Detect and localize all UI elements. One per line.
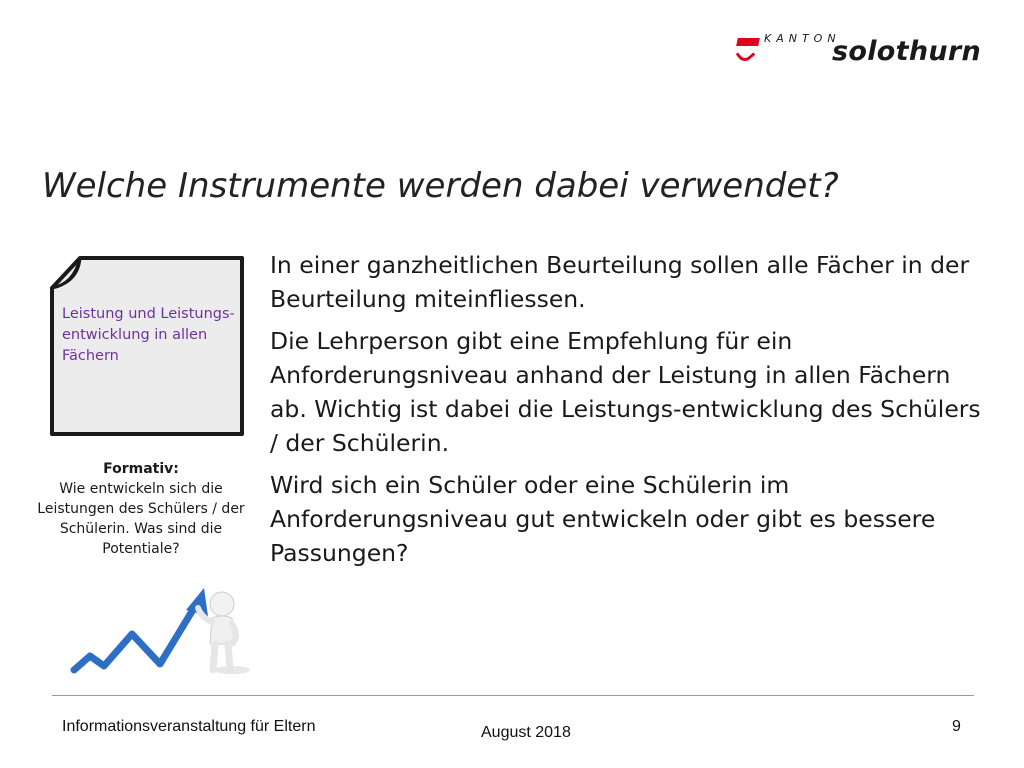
logo-solothurn-text: solothurn	[832, 36, 982, 67]
caption-text: Wie entwickeln sich die Leistungen des Schülers / der Schülerin. Was sind die Potentiale?	[37, 481, 245, 557]
note-card	[48, 254, 248, 438]
footer-date: August 2018	[481, 724, 571, 741]
footer-event-name: Informationsveranstaltung für Eltern	[62, 718, 316, 735]
figure-with-rising-arrow-icon	[62, 578, 252, 678]
caption-heading: Formativ:	[103, 461, 179, 477]
logo-kanton-text: KANTON	[764, 32, 841, 45]
footer-divider	[52, 695, 974, 696]
kanton-solothurn-logo	[734, 28, 984, 68]
slide-title: Welche Instrumente werden dabei verwendet?	[42, 166, 839, 206]
body-paragraph: In einer ganzheitlichen Beurteilung sollen alle Fächer in der Beurteilung miteinfliessen.	[270, 251, 970, 313]
page-number: 9	[952, 718, 961, 735]
body-paragraph: Wird sich ein Schüler oder eine Schülerin im Anforderungsniveau gut entwickeln oder gibt es bessere Passungen?	[270, 471, 936, 567]
logo-red-bar	[736, 38, 760, 46]
body-text	[270, 248, 990, 578]
logo-red-hook	[736, 45, 756, 65]
formative-caption	[34, 459, 248, 559]
note-card-text: Leistung und Leistungs-entwicklung in allen Fächern	[62, 306, 235, 364]
body-paragraph: Die Lehrperson gibt eine Empfehlung für ein Anforderungsniveau anhand der Leistung in allen Fächern ab. Wichtig ist dabei die Leistungs-entwicklung des Schülers / der Schülerin.	[270, 327, 981, 457]
